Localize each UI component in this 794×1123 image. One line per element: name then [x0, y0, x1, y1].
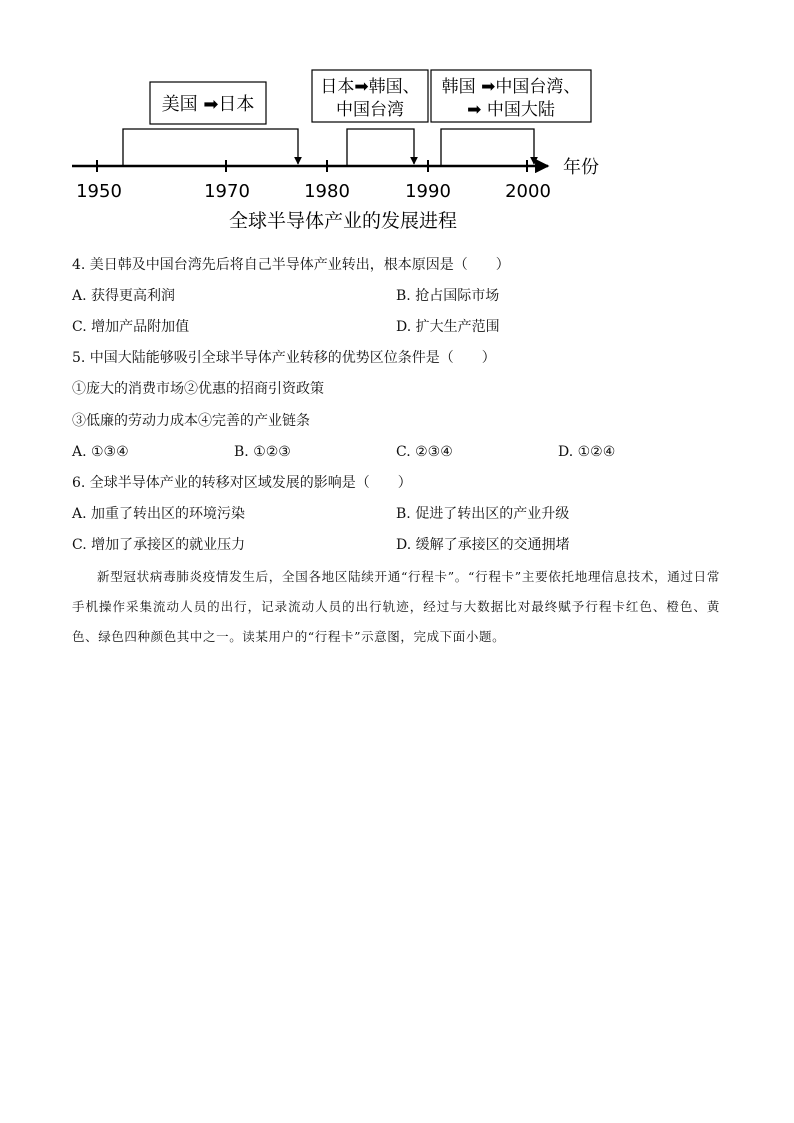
bracket-japan-korea — [347, 129, 414, 166]
question-6-option-b: B. 促进了转出区的产业升级 — [396, 506, 570, 522]
question-5-option-c: C. ②③④ — [396, 444, 453, 460]
question-6-stem: 6. 全球半导体产业的转移对区域发展的影响是（ ） — [72, 475, 412, 491]
transfer-box-japan-korea-line1: 日本➡韩国、 — [320, 77, 420, 97]
transfer-box-japan-korea-line2: 中国台湾 — [336, 100, 404, 120]
bracket-us-japan — [123, 129, 298, 166]
year-label-1990: 1990 — [405, 181, 451, 202]
year-label-1950: 1950 — [76, 181, 122, 202]
transfer-box-us-japan-label: 美国 ➡日本 — [161, 94, 255, 115]
question-5-option-a: A. ①③④ — [72, 444, 129, 460]
question-4-option-c: C. 增加产品附加值 — [72, 319, 190, 335]
question-4-option-b: B. 抢占国际市场 — [396, 288, 500, 304]
question-4-stem: 4. 美日韩及中国台湾先后将自己半导体产业转出，根本原因是（ ） — [72, 257, 510, 273]
semiconductor-timeline-diagram — [0, 0, 794, 240]
transfer-box-korea-mainland-line1: 韩国 ➡中国台湾、 — [441, 77, 581, 97]
question-6-option-c: C. 增加了承接区的就业压力 — [72, 537, 246, 553]
year-label-2000: 2000 — [505, 181, 551, 202]
question-6-option-d: D. 缓解了承接区的交通拥堵 — [396, 537, 570, 553]
question-6-option-a: A. 加重了转出区的环境污染 — [72, 506, 246, 522]
reading-passage-text: 新型冠状病毒肺炎疫情发生后，全国各地区陆续开通“行程卡”。“行程卡”主要依托地理信息技术，通过日常手机操作采集流动人员的出行，记录流动人员的出行轨迹，经过与大数据比对最终赋予行程卡红色、橙色、黄色、绿色四种颜色其中之一。读某用户的“行程卡”示意图，完成下面小题。 — [72, 569, 720, 644]
reading-passage — [72, 562, 720, 652]
axis-label-year: 年份 — [563, 157, 599, 178]
bracket-korea-mainland — [441, 129, 534, 166]
question-4-option-a: A. 获得更高利润 — [72, 288, 176, 304]
question-5-stem: 5. 中国大陆能够吸引全球半导体产业转移的优势区位条件是（ ） — [72, 350, 496, 366]
year-label-1980: 1980 — [304, 181, 350, 202]
diagram-caption: 全球半导体产业的发展进程 — [228, 210, 458, 232]
year-label-1970: 1970 — [204, 181, 250, 202]
question-5-option-b: B. ①②③ — [234, 444, 291, 460]
question-5-statement-line-2: ③低廉的劳动力成本④完善的产业链条 — [72, 413, 310, 429]
question-4-option-d: D. 扩大生产范围 — [396, 319, 500, 335]
transfer-box-korea-mainland-line2: ➡ 中国大陆 — [467, 100, 555, 120]
question-5-statement-line-1: ①庞大的消费市场②优惠的招商引资政策 — [72, 381, 324, 397]
question-5-option-d: D. ①②④ — [558, 444, 616, 460]
